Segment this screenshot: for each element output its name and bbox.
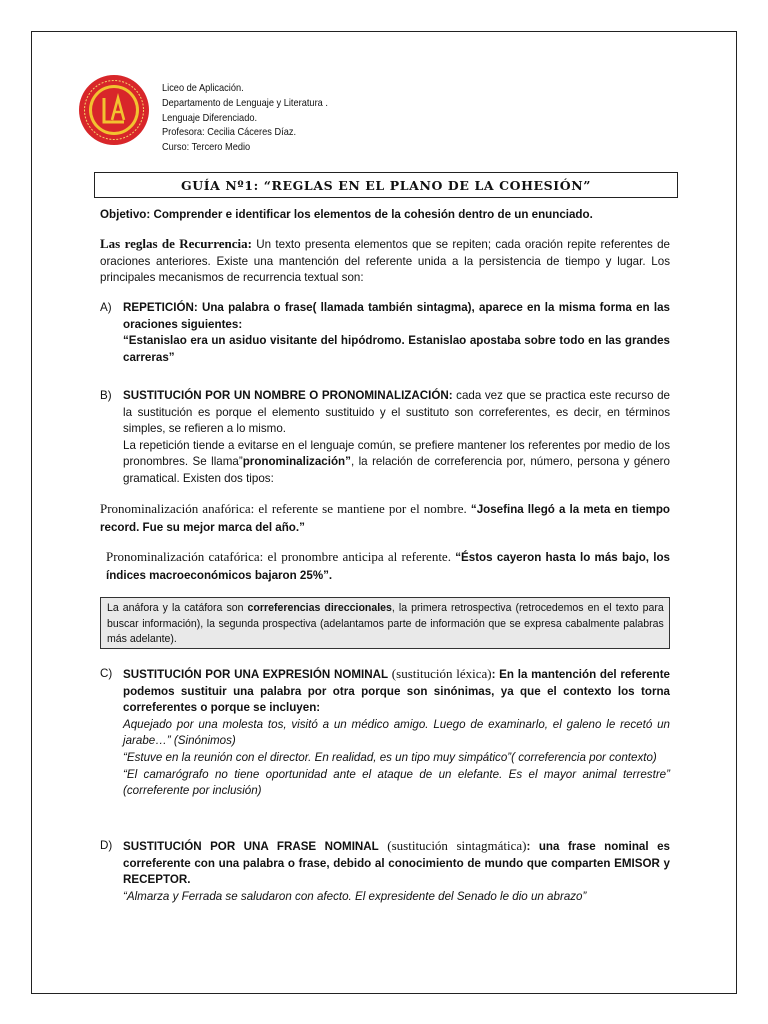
item-c-letter: C) xyxy=(100,667,113,680)
item-a-letter: A) xyxy=(100,301,112,314)
intro-lead: Las reglas de Recurrencia: xyxy=(100,236,252,251)
item-d-head3: : una frase nominal es correferente con una palabra o frase, debido al conocimiento de mundo que comparten EMISOR y RECEPTOR. xyxy=(123,840,670,887)
item-c-head3: : En la mantención del referente podemos sustituir una palabra por otra porque son sinónimas, ya que el contexto los torna correferentes o porque se incluyen: xyxy=(123,668,670,715)
item-b-text2c: , la relación de correferencia por, número, persona y género gramatical. Existen dos tipos: xyxy=(123,455,670,485)
item-b-text2b: pronominalización” xyxy=(242,455,351,469)
header-line-teacher: Profesora: Cecilia Cáceres Díaz. xyxy=(162,126,297,139)
school-seal-logo xyxy=(78,74,150,146)
item-b-text2a: La repetición tiende a evitarse en el lenguaje común, se prefiere mantener los referentes por medio de los pronombres. Se llama” xyxy=(123,438,670,469)
cataforica-label: Pronominalización catafórica: el pronombre anticipa al referente. xyxy=(106,549,456,564)
school-header xyxy=(162,81,328,155)
item-d-head2: (sustitución sintagmática) xyxy=(378,838,527,853)
item-d-frase-nominal xyxy=(100,838,670,905)
anaforica-paragraph xyxy=(100,500,670,536)
item-b-pronominalizacion xyxy=(100,388,670,488)
note-box xyxy=(100,597,670,649)
item-d-head1: SUSTITUCIÓN POR UNA FRASE NOMINAL xyxy=(123,840,379,853)
item-c-example-1: Aquejado por una molesta tos, visitó a un médico amigo. Luego de examinarlo, el galeno le recetó un jarabe…” (Sinónimos) xyxy=(123,717,670,748)
title-box xyxy=(94,172,678,198)
item-d-example-1: “Almarza y Ferrada se saludaron con afecto. El expresidente del Senado le dio un abrazo” xyxy=(123,889,587,903)
guide-title: GUÍA Nº1: “REGLAS EN EL PLANO DE LA COHESIÓN” xyxy=(180,177,592,193)
item-c-head1: SUSTITUCIÓN POR UNA EXPRESIÓN NOMINAL xyxy=(123,668,389,681)
item-b-text1: cada vez que se practica este recurso de la sustitución es porque el elemento sustituido y el sustituto son correferentes, es decir, en términos simples, se refieren a lo mismo. xyxy=(123,389,670,436)
item-b-head: SUSTITUCIÓN POR UN NOMBRE O PRONOMINALIZACIÓN: xyxy=(123,389,453,402)
item-a-repeticion xyxy=(100,300,670,366)
item-b-para1 xyxy=(123,388,670,438)
note-pre: La anáfora y la catáfora son xyxy=(107,602,248,614)
item-d-letter: D) xyxy=(100,839,113,852)
item-a-head: REPETICIÓN: Una palabra o frase( llamada también sintagma), aparece en la misma forma en las oraciones siguientes: xyxy=(123,301,670,331)
anaforica-example: “Josefina llegó a la meta en tiempo record. Fue su mejor marca del año.” xyxy=(100,503,670,534)
note-post: , la primera retrospectiva (retrocedemos en el texto para buscar información), la segunda prospectiva (adelantamos parte de información que se expresa cabalmente palabras más adelante). xyxy=(107,602,664,645)
header-line-subject: Lenguaje Diferenciado. xyxy=(162,111,258,124)
header-line-course: Curso: Tercero Medio xyxy=(162,141,251,154)
item-c-expresion-nominal xyxy=(100,666,670,800)
item-c-example-2: “Estuve en la reunión con el director. En realidad, es un tipo muy simpático”( correferencia por contexto) xyxy=(123,750,657,764)
item-c-example-3: “El camarógrafo no tiene oportunidad ante el ataque de un elefante. Es el mayor animal terrestre” (correferente por inclusión) xyxy=(123,767,670,798)
anaforica-label: Pronominalización anafórica: el referente se mantiene por el nombre. xyxy=(100,501,471,516)
objective: Objetivo: Comprender e identificar los elementos de la cohesión dentro de un enunciado. xyxy=(100,208,593,221)
item-b-letter: B) xyxy=(100,389,112,402)
header-line-school: Liceo de Aplicación. xyxy=(162,82,244,94)
item-b-para2 xyxy=(123,438,670,488)
header-line-department: Departamento de Lenguaje y Literatura . xyxy=(162,96,328,109)
item-c-head xyxy=(123,666,670,717)
item-c-head2: (sustitución léxica) xyxy=(388,666,492,681)
item-a-example: “Estanislao era un asiduo visitante del hipódromo. Estanislao apostaba sobre todo en las grandes carreras” xyxy=(123,334,670,364)
cataforica-paragraph xyxy=(106,548,670,584)
cataforica-example: “Éstos cayeron hasta lo más bajo, los índices macroeconómicos bajaron 25%”. xyxy=(106,551,671,582)
intro-paragraph xyxy=(100,236,670,287)
item-d-head xyxy=(123,838,670,889)
note-bold: correferencias direccionales xyxy=(247,602,392,614)
intro-text: Un texto presenta elementos que se repiten; cada oración repite referentes de oraciones anteriores. Existe una mantención del referente unida a la persistencia de tiempo y lugar. Los principales mecanismos de recurrencia textual son: xyxy=(100,238,670,285)
